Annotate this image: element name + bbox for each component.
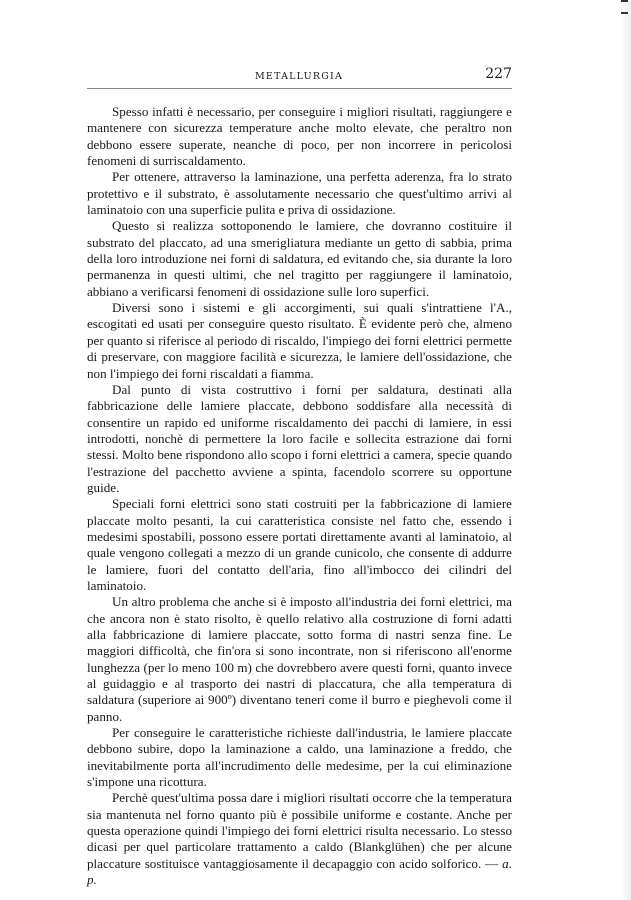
page-edge-mark (621, 0, 628, 14)
page-header (87, 66, 512, 89)
page-number: 227 (485, 66, 512, 82)
paragraph-3: Questo si realizza sottoponendo le lamiere, che dovranno costituire il substrato del placcato, ad una smerigliatura mediante un getto di sabbia, prima della loro introduzione nei forni di saldatura, ed evitando che, sia durante la loro permanenza in questi ultimi, che nel tragitto per raggiungere il laminatoio, abbiano a verificarsi fenomeni di ossidazione sulle loro superfici. (87, 218, 512, 299)
paragraph-6: Speciali forni elettrici sono stati costruiti per la fabbricazione di lamiere placcate molto pesanti, la cui caratteristica consiste nel fatto che, essendo i medesimi spostabili, possono essere portati direttamente avanti al laminatoio, al quale vengono collegati a mezzo di un grande cunicolo, che consente di addurre le lamiere, fuori del contatto dell'aria, fino all'imbocco dei cilindri del laminatoio. (87, 496, 512, 593)
author-signature: a. p. (87, 855, 512, 888)
paragraph-9 (87, 790, 512, 888)
paragraph-8: Per conseguire le caratteristiche richieste dall'industria, le lamiere placcate debbono subire, dopo la laminazione a caldo, una laminazione a freddo, che inevitabilmente porta all'incrudimento delle medesime, per la cui eliminazione s'impone una ricottura. (87, 725, 512, 790)
body-text (87, 104, 512, 889)
paragraph-1: Spesso infatti è necessario, per conseguire i migliori risultati, raggiungere e mantenere con sicurezza temperature anche molto elevate, che peraltro non debbono essere superate, neanche di poco, per non incorrere in pericolosi fenomeni di surriscaldamento. (87, 104, 512, 169)
running-head: METALLURGIA (255, 71, 343, 82)
paragraph-5: Dal punto di vista costruttivo i forni per saldatura, destinati alla fabbricazione delle lamiere placcate, debbono soddisfare alla necessità di consentire un rapido ed uniforme riscaldamento dei pacchi di lamiere, in essi introdotti, nonchè di permettere la loro facile e sollecita estrazione dai forni stessi. Molto bene rispondono allo scopo i forni elettrici a camera, specie quando l'estrazione del pacchetto avviene a spinta, facendolo scorrere su opportune guide. (87, 381, 512, 495)
paragraph-9-text: Perchè quest'ultima possa dare i migliori risultati occorre che la temperatura sia mantenuta nel forno quanto più è possibile uniforme e costante. Anche per questa operazione quindi l'impiego dei forni elettrici risulta necessario. Lo stesso dicasi per quel particolare trattamento a caldo (Blankglühen) che per alcune placcature sostituisce vantaggiosamente il decapaggio con acido solforico. — (87, 790, 512, 871)
paragraph-2: Per ottenere, attraverso la laminazione, una perfetta aderenza, fra lo strato protettivo e il substrato, è assolutamente necessario che quest'ultimo arrivi al laminatoio con una superficie pulita e priva di ossidazione. (87, 169, 512, 218)
paragraph-4: Diversi sono i sistemi e gli accorgimenti, sui quali s'intrattiene l'A., escogitati ed usati per conseguire questo risultato. È evidente però che, almeno per quanto si riferisce al periodo di riscaldo, l'impiego dei forni elettrici permette di preservare, con maggiore facilità e sicurezza, le lamiere dell'ossidazione, che non l'impiego dei forni riscaldati a fiamma. (87, 300, 512, 381)
paragraph-7: Un altro problema che anche si è imposto all'industria dei forni elettrici, ma che ancora non è stato risolto, è quello relativo alla costruzione di forni adatti alla fabbricazione di lamiere placcate, sotto forma di nastri senza fine. Le maggiori difficoltà, che fin'ora si sono incontrate, non si riferiscono all'enorme lunghezza (per lo meno 100 m) che dovrebbero avere questi forni, quanto invece al guidaggio e al trasporto dei nastri di placcatura, che alla temperatura di saldatura (superiore ai 900º) diventano teneri come il burro e pieghevoli come il panno. (87, 594, 512, 724)
page-edge (621, 0, 631, 900)
